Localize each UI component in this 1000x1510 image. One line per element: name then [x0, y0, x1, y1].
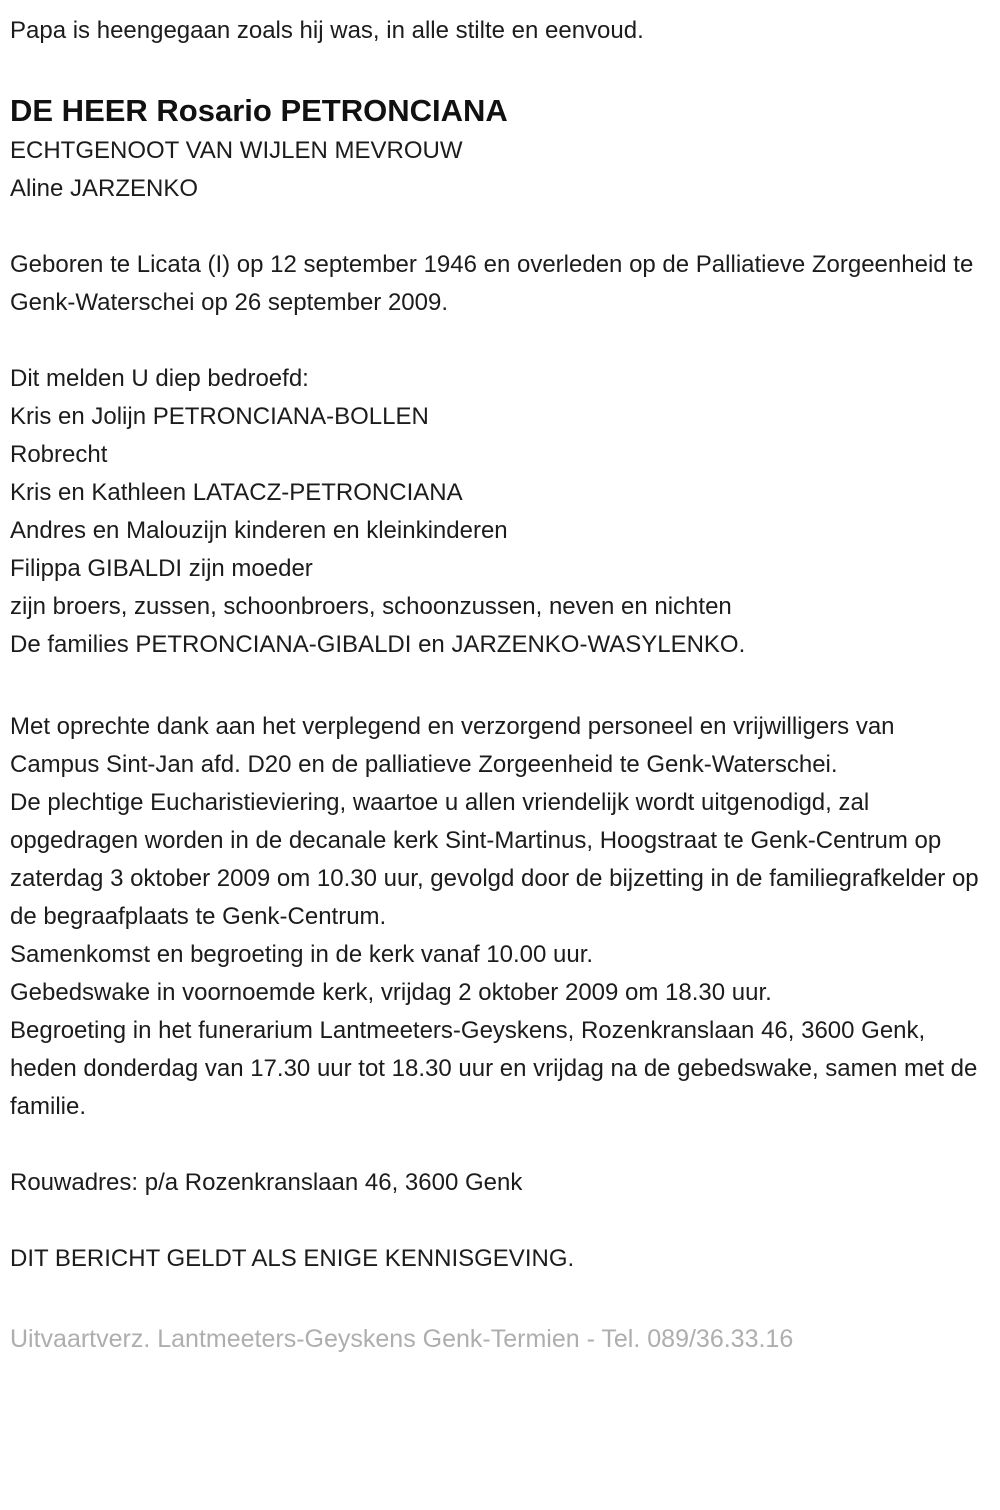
mourner-line: Kris en Jolijn PETRONCIANA-BOLLEN [10, 403, 429, 430]
deceased-name: DE HEER Rosario PETRONCIANA [10, 93, 508, 128]
funerarium-paragraph: Begroeting in het funerarium Lantmeeters-Geyskens, Rozenkranslaan 46, 3600 Genk, heden donderdag van 17.30 uur tot 18.30 uur en vrijdag na de gebedswake, samen met de familie. [10, 1017, 978, 1120]
mourner-line: Andres en Malouzijn kinderen en kleinkinderen [10, 517, 508, 544]
mourner-line: Filippa GIBALDI zijn moeder [10, 555, 313, 582]
mourner-line: Robrecht [10, 441, 108, 468]
mourner-line: De families PETRONCIANA-GIBALDI en JARZENKO-WASYLENKO. [10, 631, 746, 658]
spouse-name: Aline JARZENKO [10, 175, 199, 202]
birth-death-paragraph: Geboren te Licata (I) op 12 september 1946 en overleden op de Palliatieve Zorgeenheid te Genk-Waterschei op 26 september 2009. [10, 251, 974, 316]
funeral-home-footer: Uitvaartverz. Lantmeeters-Geyskens Genk-Termien - Tel. 089/36.33.16 [10, 1325, 794, 1353]
epigraph: Papa is heengegaan zoals hij was, in alle stilte en eenvoud. [10, 17, 644, 44]
vigil-line: Gebedswake in voornoemde kerk, vrijdag 2 oktober 2009 om 18.30 uur. [10, 979, 772, 1006]
notice-line: DIT BERICHT GELDT ALS ENIGE KENNISGEVING. [10, 1245, 575, 1272]
mourner-line: zijn broers, zussen, schoonbroers, schoonzussen, neven en nichten [10, 593, 732, 620]
mourner-line: Kris en Kathleen LATACZ-PETRONCIANA [10, 479, 463, 506]
service-paragraph: De plechtige Eucharistieviering, waartoe u allen vriendelijk wordt uitgenodigd, zal opgedragen worden in de decanale kerk Sint-Martinus, Hoogstraat te Genk-Centrum op zaterdag 3 oktober 2009 om 10.30 uur, gevolgd door de bijzetting in de familiegrafkelder op de begraafplaats te Genk-Centrum. [10, 789, 979, 930]
spouse-line: ECHTGENOOT VAN WIJLEN MEVROUW [10, 137, 463, 164]
mourners-intro: Dit melden U diep bedroefd: [10, 365, 309, 392]
gathering-line: Samenkomst en begroeting in de kerk vanaf 10.00 uur. [10, 941, 594, 968]
acknowledgement-paragraph: Met oprechte dank aan het verplegend en verzorgend personeel en vrijwilligers van Campus Sint-Jan afd. D20 en de palliatieve Zorgeenheid te Genk-Waterschei. [10, 713, 895, 778]
mourning-address: Rouwadres: p/a Rozenkranslaan 46, 3600 Genk [10, 1169, 523, 1196]
